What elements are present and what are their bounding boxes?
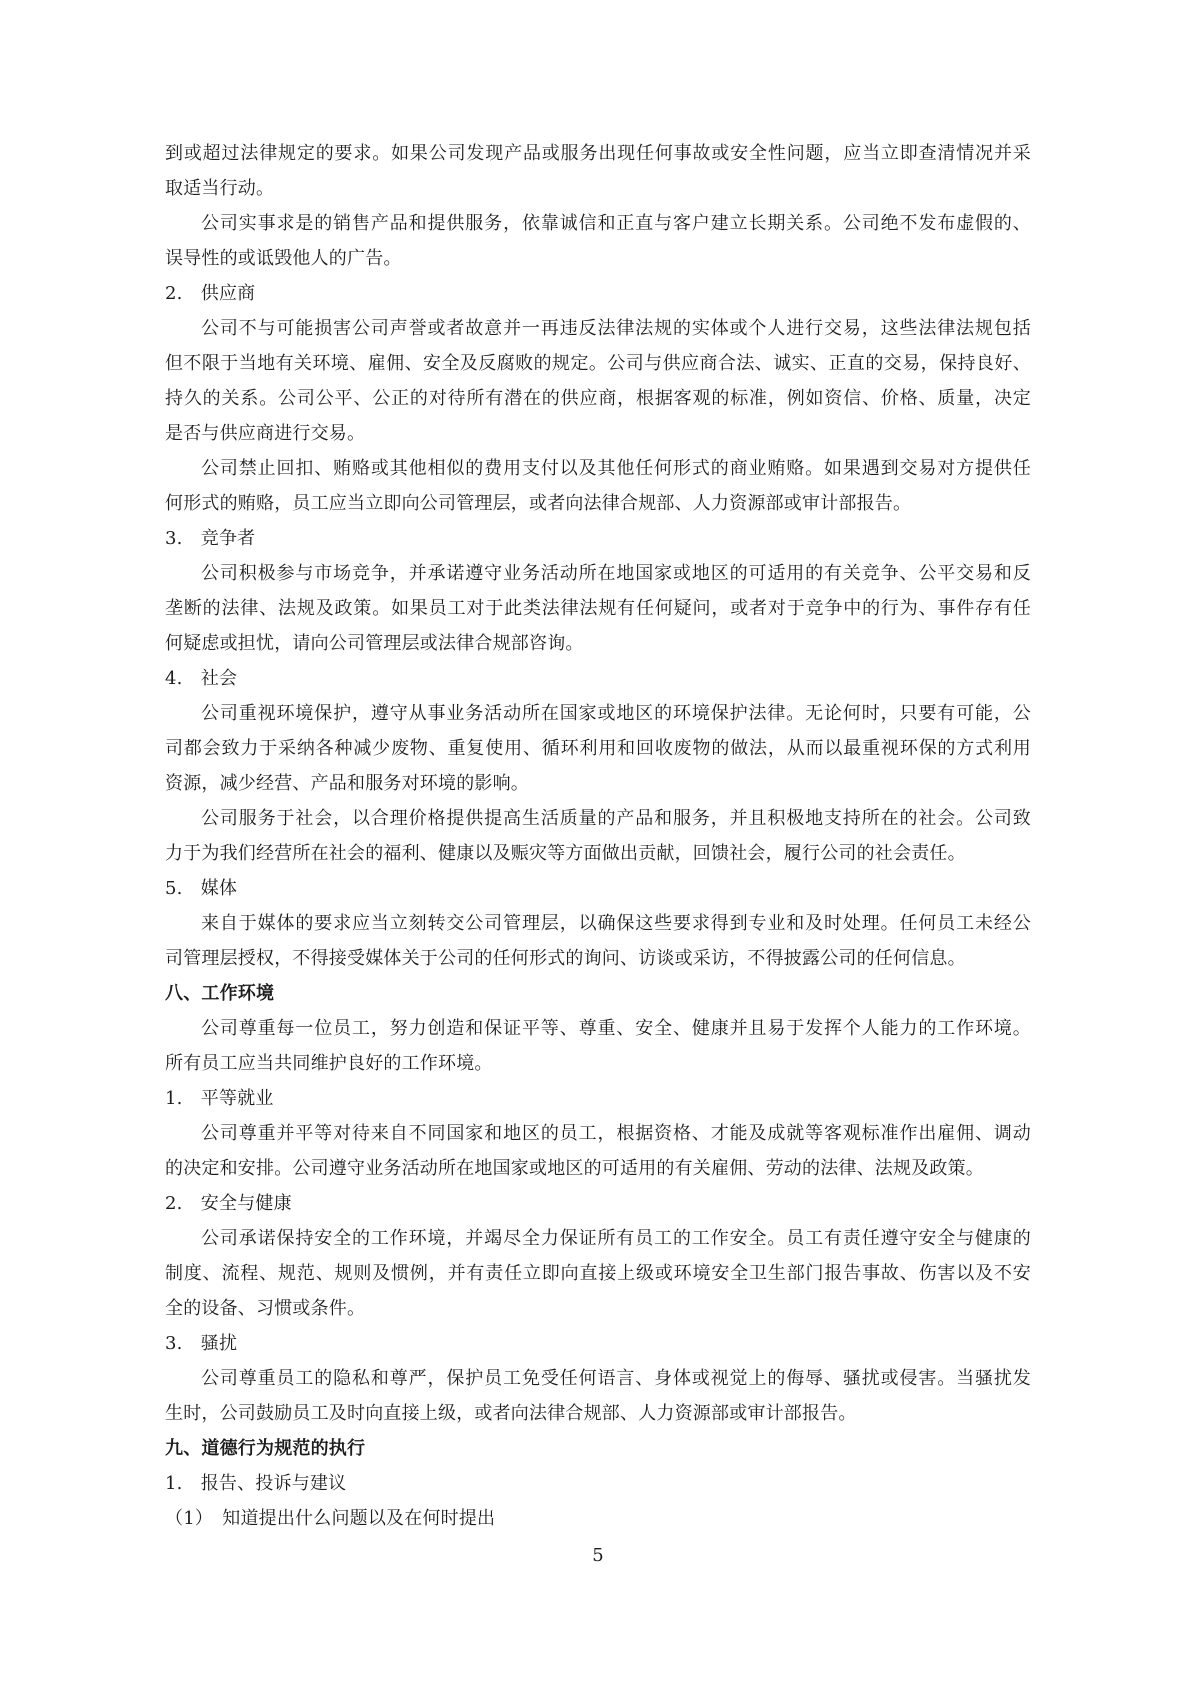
text-line: 制度、流程、规范、规则及惯例，并有责任立即向直接上级或环境安全卫生部门报告事故、伤害以及不安	[165, 1263, 1031, 1284]
text-line: 何形式的贿赂，员工应当立即向公司管理层，或者向法律合规部、人力资源部或审计部报告。	[165, 493, 912, 514]
text-line: 生时，公司鼓励员工及时向直接上级，或者向法律合规部、人力资源部或审计部报告。	[165, 1403, 857, 1424]
text-line: 误导性的或诋毁他人的广告。	[165, 248, 402, 269]
text-line: 八、工作环境	[165, 983, 275, 1004]
text-line: 1. 报告、投诉与建议	[165, 1473, 347, 1494]
text-line: 司都会致力于采纳各种减少废物、重复使用、循环利用和回收废物的做法，从而以最重视环保的方式利用	[165, 738, 1031, 759]
paragraph	[165, 871, 1031, 906]
document-body	[165, 136, 1031, 1536]
paragraph	[165, 521, 1031, 556]
text-line: 公司尊重并平等对待来自不同国家和地区的员工，根据资格、才能及成就等客观标准作出雇佣、调动	[201, 1123, 1031, 1144]
text-line: 公司积极参与市场竞争，并承诺遵守业务活动所在地国家或地区的可适用的有关竞争、公平交易和反	[201, 563, 1031, 584]
text-line: 3. 竞争者	[165, 528, 256, 549]
text-line: 来自于媒体的要求应当立刻转交公司管理层，以确保这些要求得到专业和及时处理。任何员工未经公	[201, 913, 1031, 934]
paragraph	[165, 1501, 1031, 1536]
text-line: 4. 社会	[165, 668, 238, 689]
text-line: 垄断的法律、法规及政策。如果员工对于此类法律法规有任何疑问，或者对于竞争中的行为、事件存有任	[165, 598, 1031, 619]
text-line: 但不限于当地有关环境、雇佣、安全及反腐败的规定。公司与供应商合法、诚实、正直的交易，保持良好、	[165, 353, 1031, 374]
paragraph	[165, 1186, 1031, 1221]
paragraph	[165, 906, 1031, 976]
paragraph	[165, 1081, 1031, 1116]
text-line: 公司禁止回扣、贿赂或其他相似的费用支付以及其他任何形式的商业贿赂。如果遇到交易对方提供任	[201, 458, 1031, 479]
text-line: 到或超过法律规定的要求。如果公司发现产品或服务出现任何事故或安全性问题，应当立即查清情况并采	[165, 143, 1031, 164]
paragraph	[165, 136, 1031, 206]
page-footer	[165, 1538, 1031, 1573]
paragraph	[165, 1116, 1031, 1186]
text-line: 所有员工应当共同维护良好的工作环境。	[165, 1053, 493, 1074]
text-line: 公司尊重员工的隐私和尊严，保护员工免受任何语言、身体或视觉上的侮辱、骚扰或侵害。当骚扰发	[201, 1368, 1031, 1389]
text-line: 3. 骚扰	[165, 1333, 238, 1354]
section-heading	[165, 976, 1031, 1011]
text-line: 2. 安全与健康	[165, 1193, 292, 1214]
text-line: 2. 供应商	[165, 283, 256, 304]
paragraph	[165, 801, 1031, 871]
text-line: 公司服务于社会，以合理价格提供提高生活质量的产品和服务，并且积极地支持所在的社会。公司致	[201, 808, 1031, 829]
text-line: 是否与供应商进行交易。	[165, 423, 366, 444]
text-line: 九、道德行为规范的执行	[165, 1438, 366, 1459]
text-line: 公司实事求是的销售产品和提供服务，依靠诚信和正直与客户建立长期关系。公司绝不发布虚假的、	[201, 213, 1031, 234]
text-line: 全的设备、习惯或条件。	[165, 1298, 366, 1319]
text-line: 公司承诺保持安全的工作环境，并竭尽全力保证所有员工的工作安全。员工有责任遵守安全与健康的	[201, 1228, 1031, 1249]
paragraph	[165, 556, 1031, 661]
text-line: 何疑虑或担忧，请向公司管理层或法律合规部咨询。	[165, 633, 584, 654]
text-line: 公司重视环境保护，遵守从事业务活动所在国家或地区的环境保护法律。无论何时，只要有可能，公	[201, 703, 1031, 724]
text-line: 资源，减少经营、产品和服务对环境的影响。	[165, 773, 529, 794]
page-number: 5	[592, 1545, 604, 1566]
text-line: 公司尊重每一位员工，努力创造和保证平等、尊重、安全、健康并且易于发挥个人能力的工作环境。	[201, 1018, 1031, 1039]
text-line: （1） 知道提出什么问题以及在何时提出	[165, 1508, 496, 1529]
paragraph	[165, 1361, 1031, 1431]
paragraph	[165, 206, 1031, 276]
text-line: 公司不与可能损害公司声誉或者故意并一再违反法律法规的实体或个人进行交易，这些法律法规包括	[201, 318, 1031, 339]
paragraph	[165, 311, 1031, 451]
paragraph	[165, 661, 1031, 696]
text-line: 1. 平等就业	[165, 1088, 274, 1109]
section-heading	[165, 1431, 1031, 1466]
text-line: 5. 媒体	[165, 878, 238, 899]
paragraph	[165, 696, 1031, 801]
text-line: 的决定和安排。公司遵守业务活动所在地国家或地区的可适用的有关雇佣、劳动的法律、法规及政策。	[165, 1158, 984, 1179]
paragraph	[165, 1466, 1031, 1501]
paragraph	[165, 1011, 1031, 1081]
text-line: 持久的关系。公司公平、公正的对待所有潜在的供应商，根据客观的标准，例如资信、价格、质量，决定	[165, 388, 1031, 409]
paragraph	[165, 276, 1031, 311]
text-line: 取适当行动。	[165, 178, 275, 199]
paragraph	[165, 1221, 1031, 1326]
paragraph	[165, 451, 1031, 521]
paragraph	[165, 1326, 1031, 1361]
text-line: 司管理层授权，不得接受媒体关于公司的任何形式的询问、访谈或采访，不得披露公司的任何信息。	[165, 948, 966, 969]
text-line: 力于为我们经营所在社会的福利、健康以及赈灾等方面做出贡献，回馈社会，履行公司的社会责任。	[165, 843, 966, 864]
